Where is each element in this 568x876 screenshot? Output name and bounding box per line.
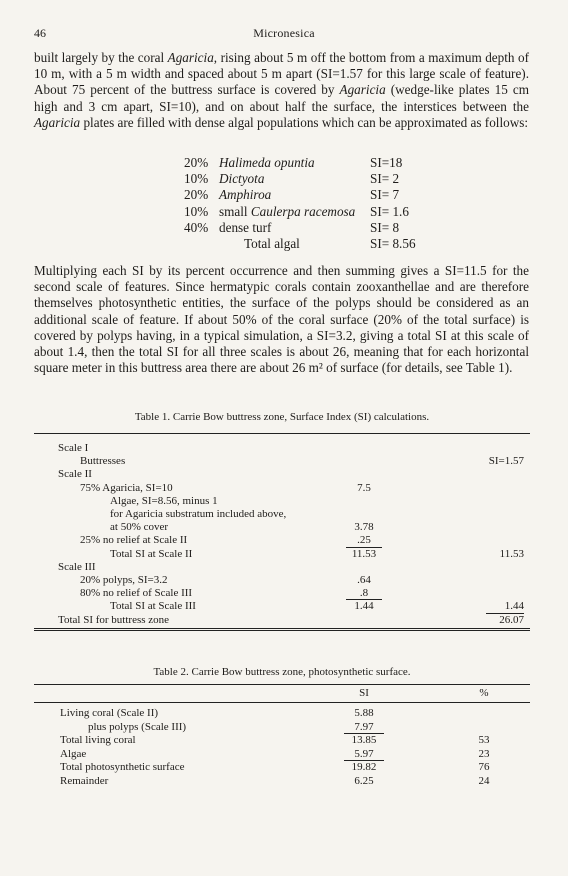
row-value: 3.78 (354, 521, 374, 534)
table-row (34, 747, 530, 761)
list-item: 40% dense turf SI= 8 (184, 219, 400, 235)
table-row (34, 706, 530, 720)
algal-cover-list (184, 155, 484, 252)
row-label: plus polyps (Scale III) (88, 720, 187, 733)
table-row (34, 573, 530, 587)
table-row (34, 733, 530, 747)
row-value: .8 (359, 587, 369, 600)
row-value: 1.44 (354, 600, 374, 613)
table-row (34, 774, 530, 788)
row-value: 11.53 (351, 547, 377, 560)
row-total: 11.53 (499, 547, 524, 560)
row-total: 26.07 (499, 613, 524, 626)
row-label: Total SI at Scale II (110, 547, 193, 560)
table-row (34, 560, 530, 574)
table-row (34, 599, 530, 613)
table2-top-rule (34, 684, 530, 685)
row-label: Scale I (58, 442, 89, 454)
row-label: at 50% cover (110, 521, 169, 534)
header-rule (34, 702, 530, 703)
row-si: 19.82 (351, 761, 377, 774)
page-number: 46 (34, 26, 46, 40)
row-value: .25 (357, 534, 371, 547)
table-row (34, 454, 530, 468)
row-label: for Agaricia substratum included above, (110, 508, 287, 520)
row-si: 5.97 (354, 747, 374, 760)
row-pct: 76 (478, 761, 490, 774)
list-total: Total algal SI= 8.56 (244, 235, 416, 251)
list-item: 20% Halimeda opuntia SI=18 (184, 155, 403, 170)
row-si: 7.97 (354, 720, 374, 733)
paragraph-buttress: built largely by the coral Agaricia, rising about 5 m off the bottom from a maximum depth of 10 m, with a 5 m width and spaced about 5 m apart (SI=1.57 for this large scale of feature). About 75 percent of the buttress surface is covered by Agaricia (wedge-like plates 15 cm high and 3 cm apart, SI=10), and on about half the surface, the interstices between the Agaricia plates are filled with dense algal populations which can be approximated as follows: (34, 50, 529, 130)
table-row (34, 547, 530, 561)
subtotal-rule (344, 760, 384, 761)
row-label: Living coral (Scale II) (60, 707, 159, 719)
row-si: 13.85 (351, 734, 377, 747)
row-label: Total SI for buttress zone (58, 613, 170, 626)
list-item: 10% small Caulerpa racemosa SI= 1.6 (184, 203, 409, 219)
table-row (34, 520, 530, 534)
row-si: 5.88 (354, 707, 374, 719)
table-row (34, 481, 530, 495)
row-label: Scale III (58, 560, 96, 573)
subtotal-rule (346, 547, 382, 548)
row-label: 20% polyps, SI=3.2 (80, 574, 168, 586)
row-label: Total living coral (60, 734, 136, 747)
list-item: 10% Dictyota SI= 2 (184, 171, 400, 187)
row-label: Total photosynthetic surface (60, 761, 185, 774)
row-label: Algae, SI=8.56, minus 1 (110, 494, 218, 507)
row-label: Remainder (60, 775, 109, 787)
row-label: Algae (60, 747, 87, 760)
row-pct: 53 (478, 734, 490, 747)
row-pct: 24 (478, 775, 490, 787)
table-row (34, 507, 530, 521)
subtotal-rule (346, 599, 382, 600)
table-row (34, 494, 530, 508)
row-total: 1.44 (504, 600, 524, 613)
row-value: .64 (357, 574, 371, 586)
row-label: 80% no relief of Scale III (80, 587, 193, 600)
row-label: 75% Agaricia, SI=10 (80, 481, 173, 494)
row-label: Buttresses (80, 455, 126, 468)
page-header (34, 26, 534, 42)
table-row (34, 720, 530, 734)
row-value: 7.5 (357, 481, 371, 494)
col-pct-header: % (479, 687, 489, 699)
table1-caption: Table 1. Carrie Bow buttress zone, Surface Index (SI) calculations. (134, 411, 430, 423)
list-item: 20% Amphiroa SI= 7 (184, 187, 400, 203)
row-pct: 23 (478, 747, 490, 760)
table-row (34, 533, 530, 547)
table1-bottom-rule (34, 628, 530, 631)
table-header (34, 686, 530, 700)
table-row (34, 441, 530, 455)
table-row (34, 613, 530, 627)
subtotal-rule (344, 733, 384, 734)
table-row (34, 760, 530, 774)
row-total: SI=1.57 (488, 455, 524, 468)
subtotal-rule (486, 613, 524, 614)
col-si-header: SI (359, 687, 369, 699)
row-label: Scale II (58, 468, 92, 481)
journal-title: Micronesica (253, 26, 315, 40)
paragraph-summary: Multiplying each SI by its percent occurrence and then summing gives a SI=11.5 for the second scale of features. Since hermatypic corals contain zooxanthellae and are therefore themselves photosynthetic entities, the surface of the polyps should be considered as an additional scale of feature. If about 50% of the coral surface (20% of the total surface) is covered by polyps having, in a typical simulation, a SI=3.2, giving a total SI at this scale of about 1.4, then the total SI for all three scales is about 26, meaning that for each horizontal square meter in this buttress area there are about 26 m² of surface (for details, see Table 1). (34, 263, 529, 376)
row-label: Total SI at Scale III (110, 600, 196, 613)
table-row (34, 467, 530, 481)
table-row (34, 586, 530, 600)
row-label: 25% no relief at Scale II (80, 534, 188, 547)
table1-top-rule (34, 433, 530, 434)
table2-caption: Table 2. Carrie Bow buttress zone, photosynthetic surface. (153, 666, 411, 678)
row-si: 6.25 (354, 775, 374, 787)
